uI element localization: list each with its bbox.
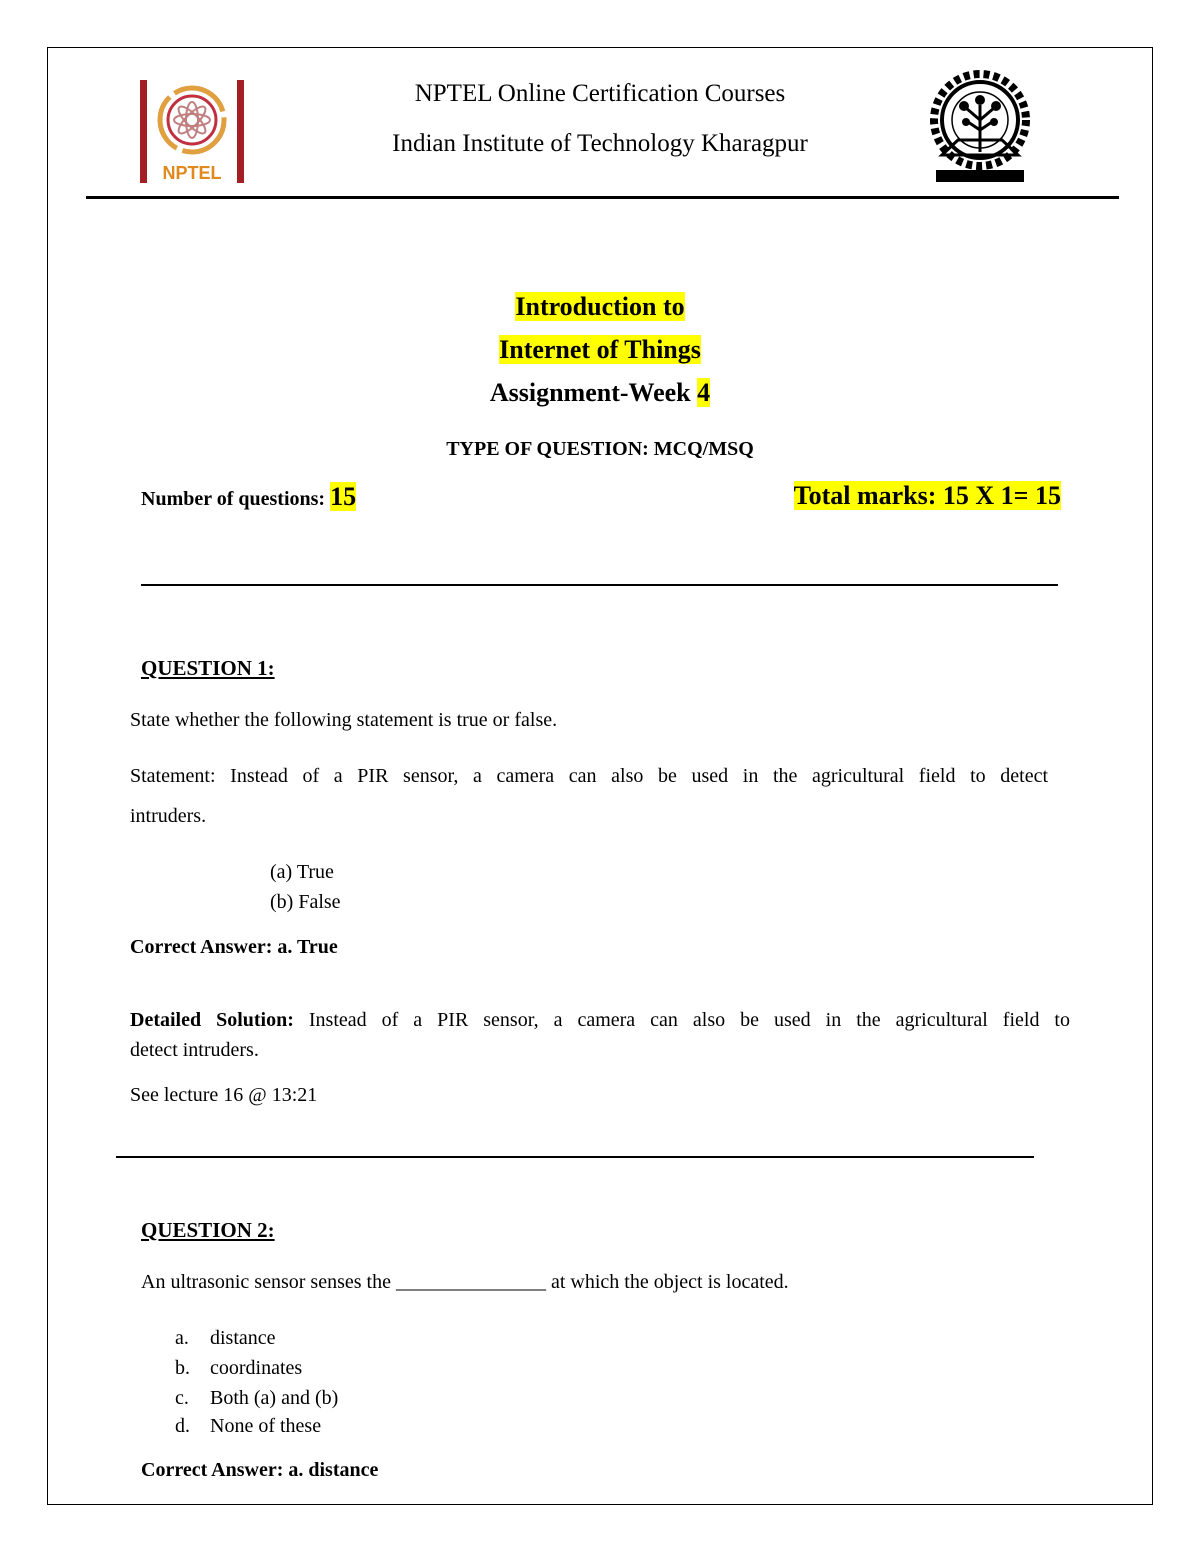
option-letter: c.	[175, 1387, 189, 1409]
question-1-statement-line2: intruders.	[130, 805, 207, 827]
iit-kharagpur-emblem	[928, 70, 1032, 184]
question-1-option-a: (a) True	[270, 861, 334, 883]
course-title-line2: Internet of Things	[499, 335, 701, 364]
option-letter: a.	[175, 1327, 189, 1349]
question-2-option-b	[175, 1357, 303, 1380]
question-1-reference: See lecture 16 @ 13:21	[130, 1084, 318, 1106]
option-text: coordinates	[210, 1357, 303, 1379]
question-2-option-a	[175, 1327, 276, 1350]
course-title-line1: Introduction to	[515, 292, 685, 321]
question-2-prompt: An ultrasonic sensor senses the _______________ at which the object is located.	[141, 1271, 789, 1293]
svg-text:NPTEL: NPTEL	[162, 163, 222, 183]
question-1-solution-line2: detect intruders.	[130, 1039, 259, 1061]
question-2-correct-answer: Correct Answer: a. distance	[141, 1459, 379, 1481]
solution-label: Detailed Solution:	[130, 1009, 294, 1031]
question-1-option-b: (b) False	[270, 891, 341, 913]
question-1-prompt: State whether the following statement is true or false.	[130, 709, 558, 731]
num-questions-value: 15	[330, 482, 357, 511]
header-institute: Indian Institute of Technology Kharagpur	[392, 130, 808, 157]
question-2-option-d	[175, 1415, 322, 1438]
question-1-correct-answer: Correct Answer: a. True	[130, 936, 338, 958]
question-divider	[116, 1156, 1034, 1158]
question-2-heading: QUESTION 2:	[141, 1218, 275, 1242]
solution-text: Instead of a PIR sensor, a camera can also be used in the agricultural field to	[293, 1009, 1070, 1031]
question-2-option-c	[175, 1387, 339, 1410]
total-marks: Total marks: 15 X 1= 15	[793, 481, 1061, 510]
assignment-week: 4	[697, 378, 711, 407]
option-letter: d.	[175, 1415, 190, 1437]
option-text: Both (a) and (b)	[210, 1387, 339, 1409]
question-1-statement-line1: Statement: Instead of a PIR sensor, a camera can also be used in the agricultural field to detect	[130, 765, 1048, 787]
assignment-label: Assignment-Week	[489, 378, 698, 407]
question-type: TYPE OF QUESTION: MCQ/MSQ	[446, 438, 754, 460]
header-course-title: NPTEL Online Certification Courses	[414, 80, 786, 107]
header-divider	[86, 196, 1119, 199]
question-1-solution-line1	[130, 1009, 1070, 1032]
option-text: None of these	[210, 1415, 322, 1437]
num-questions-label: Number of questions:	[141, 488, 331, 510]
option-letter: b.	[175, 1357, 190, 1379]
option-text: distance	[210, 1327, 276, 1349]
section-divider	[141, 584, 1058, 586]
question-1-heading: QUESTION 1:	[141, 656, 275, 680]
